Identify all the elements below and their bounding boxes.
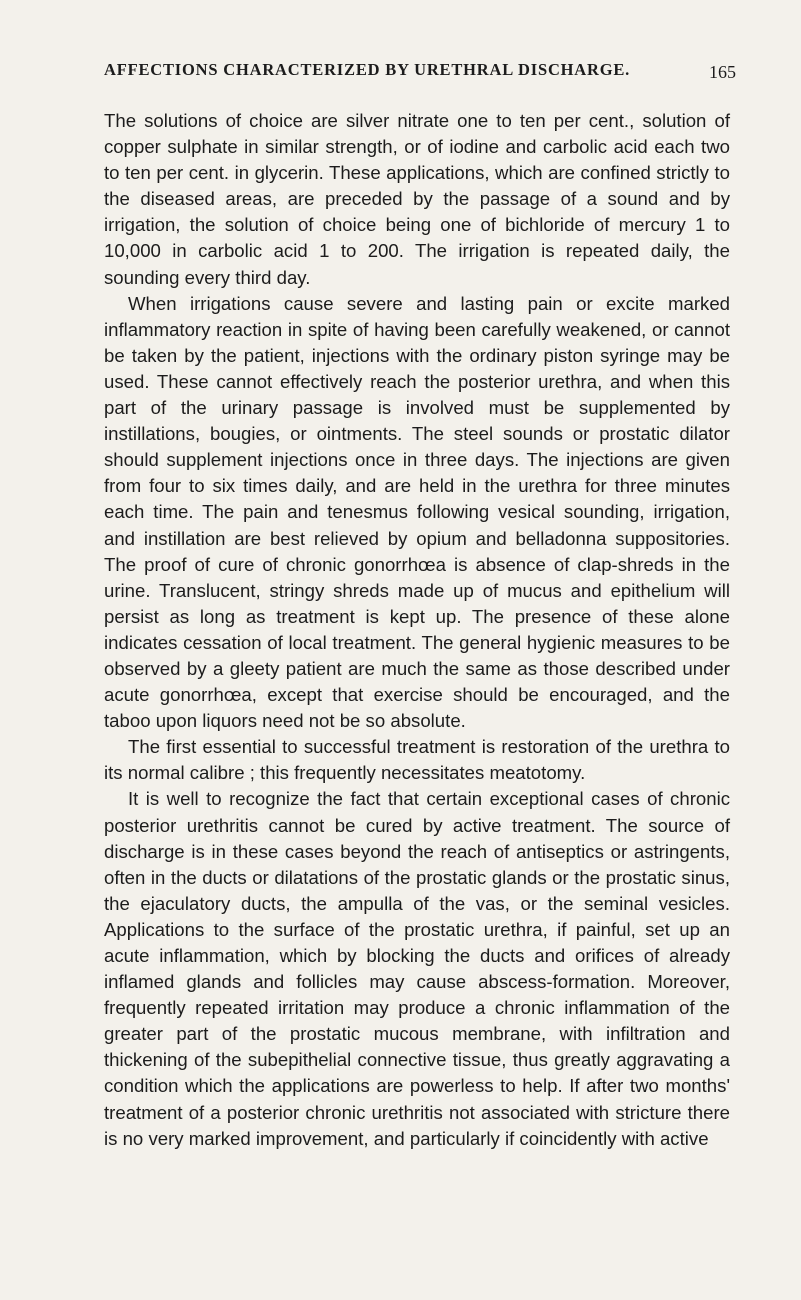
body-text: [104, 108, 730, 1152]
paragraph-irrigations: When irrigations cause severe and lasting pain or excite marked inflammatory reaction in spite of having been carefully weakened, or cannot be taken by the patient, injections with the ordinary piston syringe may be used. These cannot effectively reach the posterior urethra, and when this part of the urinary passage is involved must be supplemented by instillations, bougies, or ointments. The steel sounds or prostatic dilator should supplement injections once in three days. The injections are given from four to six times daily, and are held in the urethra for three minutes each time. The pain and tenesmus following vesical sounding, irrigation, and instillation are best relieved by opium and belladonna suppositories. The proof of cure of chronic gonorrhœa is absence of clap-shreds in the urine. Translucent, stringy shreds made up of mucus and epithelium will persist as long as treatment is kept up. The presence of these alone indicates cessation of local treatment. The general hygienic measures to be observed by a gleety patient are much the same as those described under acute gonorrhœa, except that exercise should be encouraged, and the taboo upon liquors need not be so absolute.: [104, 292, 730, 732]
running-head: AFFECTIONS CHARACTERIZED BY URETHRAL DISCHARGE.: [104, 60, 631, 79]
paragraph-first-essential: The first essential to successful treatment is restoration of the urethra to its normal calibre ; this frequently necessitates meatotomy.: [104, 736, 730, 784]
page-number: 165: [709, 62, 736, 82]
page-header: [96, 60, 736, 88]
paragraph-exceptional-cases: It is well to recognize the fact that certain exceptional cases of chronic posterior urethritis cannot be cured by active treatment. The source of discharge is in these cases beyond the reach of antiseptics or astringents, often in the ducts or dilatations of the prostatic glands or the prostatic sinus, the ejaculatory ducts, the ampulla of the vas, or the seminal vesicles. Applications to the surface of the prostatic urethra, if painful, set up an acute inflammation, which by blocking the ducts and orifices of already inflamed glands and follicles may cause abscess-formation. Moreover, frequently repeated irritation may produce a chronic inflammation of the greater part of the prostatic mucous membrane, with infiltration and thickening of the subepithelial connective tissue, thus greatly aggravating a condition which the applications are powerless to help. If after two months' treatment of a posterior chronic urethritis not associated with stricture there is no very marked improvement, and particularly if coincidently with active: [104, 788, 730, 1149]
paragraph-solutions: The solutions of choice are silver nitrate one to ten per cent., solution of copper sulphate in similar strength, or of iodine and carbolic acid each two to ten per cent. in glycerin. These applications, which are confined strictly to the diseased areas, are preceded by the passage of a sound and by irrigation, the solution of choice being one of bichloride of mercury 1 to 10,000 in carbolic acid 1 to 200. The irrigation is repeated daily, the sounding every third day.: [104, 110, 730, 288]
